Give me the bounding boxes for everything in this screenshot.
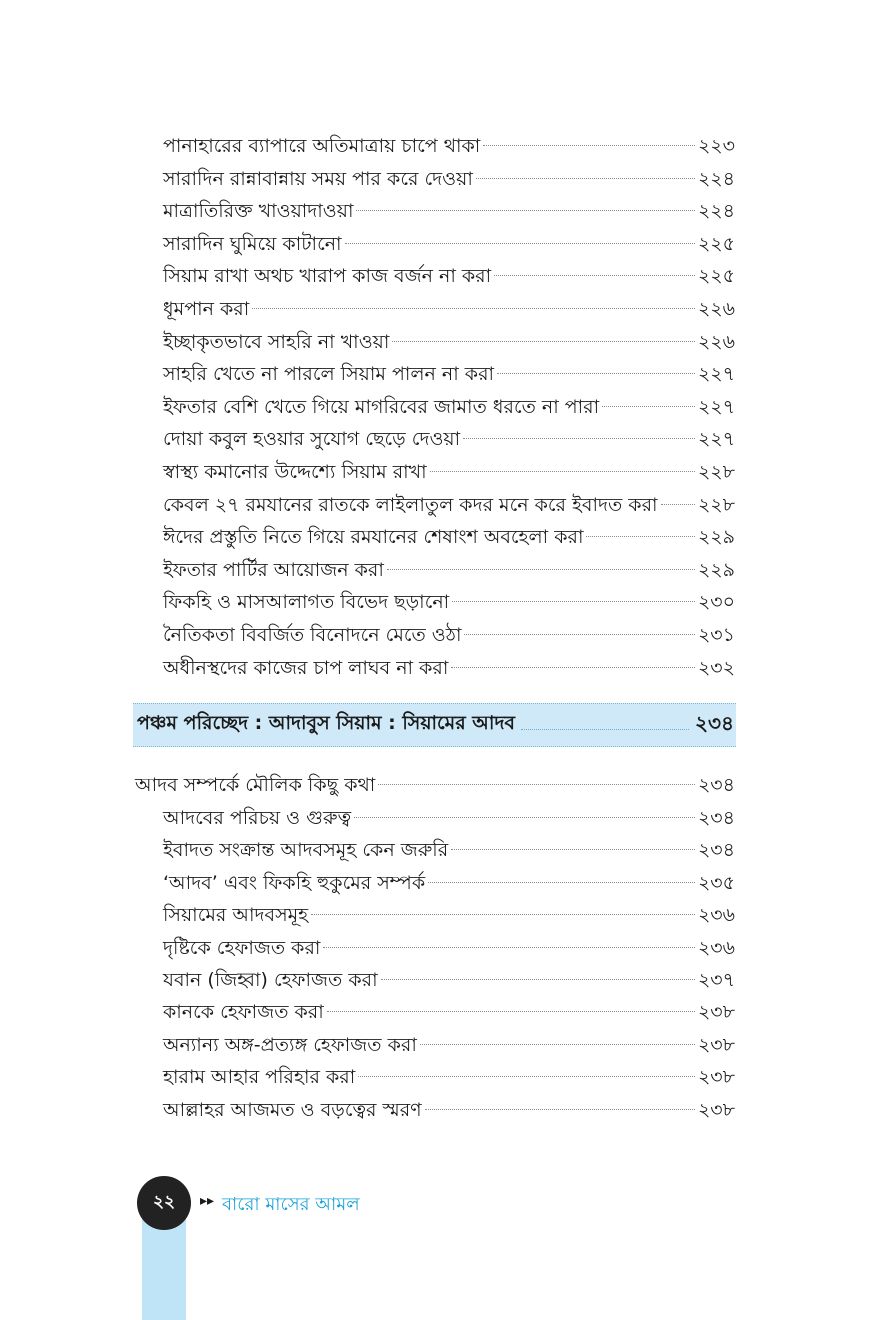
- dot-leader: [428, 882, 695, 883]
- toc-entry-page: ২২৭: [697, 428, 735, 451]
- dot-leader: [497, 373, 695, 374]
- toc-entry-label: আল্লাহর আজমত ও বড়ত্বের স্মরণ: [163, 1098, 422, 1121]
- toc-entry-label: ফিকহি ও মাসআলাগত বিভেদ ছড়ানো: [163, 591, 450, 614]
- dot-leader: [345, 243, 695, 244]
- dot-leader: [392, 341, 695, 342]
- toc-entry-page: ২২৫: [697, 232, 735, 255]
- toc-entry[interactable]: [163, 997, 735, 1027]
- dot-leader: [494, 275, 695, 276]
- toc-entry[interactable]: [163, 164, 735, 194]
- dot-leader: [327, 1011, 695, 1012]
- toc-entry-page: ২২৪: [697, 200, 735, 223]
- toc-entry-page: ২৩৮: [697, 1033, 735, 1056]
- toc-entry-page: ২৩০: [697, 591, 735, 614]
- toc-entry-label: হারাম আহার পরিহার করা: [163, 1066, 356, 1089]
- toc-entry-page: ২৩১: [697, 624, 735, 646]
- toc-entry[interactable]: [163, 803, 735, 833]
- toc-entry-label: সিয়ামের আদবসমূহ: [163, 904, 309, 927]
- toc-entry-label: ইচ্ছাকৃতভাবে সাহরি না খাওয়া: [163, 330, 390, 353]
- dot-leader: [586, 536, 694, 537]
- dot-leader: [463, 438, 695, 439]
- dot-leader: [354, 817, 695, 818]
- toc-entry-label: অন্যান্য অঙ্গ-প্রত্যঙ্গ হেফাজত করা: [163, 1033, 417, 1056]
- toc-entry[interactable]: [163, 555, 735, 585]
- dot-leader: [356, 210, 694, 211]
- toc-entry-label: মাত্রাতিরিক্ত খাওয়াদাওয়া: [163, 200, 354, 223]
- dot-leader: [476, 178, 695, 179]
- dot-leader: [483, 145, 695, 146]
- toc-entry-label: ‘আদব’ এবং ফিকহি হুকুমের সম্পর্ক: [163, 871, 426, 894]
- toc-entry[interactable]: [163, 490, 735, 520]
- toc-entry-label: সারাদিন রান্নাবান্নায় সময় পার করে দেওয়া: [163, 167, 473, 190]
- dot-leader: [425, 1109, 695, 1110]
- dot-leader: [661, 504, 695, 505]
- toc-entry[interactable]: [163, 196, 735, 226]
- toc-section-entry[interactable]: [135, 770, 735, 800]
- toc-entry-label: কানকে হেফাজত করা: [163, 1001, 324, 1024]
- toc-entry-label: অধীনস্থদের কাজের চাপ লাঘব না করা: [163, 656, 449, 679]
- toc-entry[interactable]: [163, 933, 735, 963]
- toc-entry-page: ২২৭: [697, 363, 735, 386]
- toc-entry-page: ২২৬: [697, 298, 735, 320]
- dot-leader: [452, 601, 695, 602]
- dot-leader: [387, 569, 695, 570]
- toc-entry[interactable]: [163, 131, 735, 161]
- toc-entry[interactable]: [163, 424, 735, 454]
- toc-entry-label: যবান (জিহ্বা) হেফাজত করা: [163, 969, 378, 991]
- toc-entry[interactable]: [163, 1095, 735, 1125]
- chapter-page-number: ২৩৪: [695, 710, 734, 735]
- toc-entry-label: ধূমপান করা: [163, 298, 250, 320]
- toc-entry-label: আদবের পরিচয় ও গুরুত্ব: [163, 807, 352, 829]
- dot-leader: [358, 1076, 695, 1077]
- toc-entry-page: ২২৫: [697, 265, 735, 288]
- page-number: ২২: [152, 1192, 176, 1212]
- toc-entry-page: ২৩৪: [697, 774, 735, 796]
- toc-entry-page: ২৩৭: [697, 969, 735, 991]
- toc-entry-page: ২২৪: [697, 167, 735, 190]
- toc-entry-label: দোয়া কবুল হওয়ার সুযোগ ছেড়ে দেওয়া: [163, 428, 461, 451]
- toc-entry-page: ২২৩: [697, 135, 735, 157]
- toc-entry[interactable]: [163, 653, 735, 683]
- double-chevron-right-icon: ▸▸: [200, 1193, 215, 1209]
- dot-leader: [323, 947, 695, 948]
- dot-leader: [252, 308, 695, 309]
- toc-entry[interactable]: [163, 900, 735, 930]
- chapter-heading[interactable]: [133, 703, 736, 747]
- dot-leader: [311, 914, 695, 915]
- toc-entry-label: আদব সম্পর্কে মৌলিক কিছু কথা: [135, 774, 376, 796]
- dot-leader: [430, 471, 695, 472]
- toc-entry[interactable]: [163, 587, 735, 617]
- toc-entry-label: স্বাস্থ্য কমানোর উদ্দেশ্যে সিয়াম রাখা: [163, 461, 427, 483]
- toc-entry-page: ২৩৮: [697, 1001, 735, 1024]
- toc-entry[interactable]: [163, 620, 735, 650]
- toc-entry-page: ২৩৪: [697, 807, 735, 829]
- toc-entry-label: পানাহারের ব্যাপারে অতিমাত্রায় চাপে থাকা: [163, 135, 481, 157]
- toc-entry-label: ইফতার বেশি খেতে গিয়ে মাগরিবের জামাত ধরতে না পারা: [163, 395, 600, 418]
- toc-entry-page: ২৩৬: [697, 904, 735, 927]
- toc-entry[interactable]: [163, 1030, 735, 1060]
- dot-leader: [420, 1044, 695, 1045]
- toc-entry[interactable]: [163, 327, 735, 357]
- page-number-badge: [137, 1176, 191, 1230]
- toc-entry-label: ঈদের প্রস্তুতি নিতে গিয়ে রমযানের শেষাংশ অবহেলা করা: [163, 526, 584, 549]
- toc-entry[interactable]: [163, 261, 735, 291]
- toc-entry[interactable]: [163, 1062, 735, 1092]
- dot-leader: [451, 849, 695, 850]
- toc-entry-page: ২২৮: [697, 461, 735, 483]
- toc-entry-label: ইফতার পার্টির আয়োজন করা: [163, 558, 384, 581]
- toc-entry[interactable]: [163, 868, 735, 898]
- toc-entry[interactable]: [163, 392, 735, 422]
- toc-entry-page: ২৩৫: [697, 871, 735, 894]
- book-title: বারো মাসের আমল: [222, 1194, 360, 1215]
- toc-entry-page: ২২৭: [697, 395, 735, 418]
- toc-entry[interactable]: [163, 229, 735, 259]
- toc-entry-label: সিয়াম রাখা অথচ খারাপ কাজ বর্জন না করা: [163, 265, 492, 288]
- toc-entry[interactable]: [163, 359, 735, 389]
- toc-entry-label: সাহরি খেতে না পারলে সিয়াম পালন না করা: [163, 363, 495, 386]
- toc-entry[interactable]: [163, 457, 735, 487]
- toc-entry[interactable]: [163, 294, 735, 324]
- toc-entry-page: ২২৯: [697, 526, 735, 549]
- toc-entry-label: কেবল ২৭ রমযানের রাতকে লাইলাতুল কদর মনে করে ইবাদত করা: [163, 493, 658, 516]
- dot-leader: [464, 634, 694, 635]
- toc-entry-label: ইবাদত সংক্রান্ত আদবসমূহ কেন জরুরি: [163, 839, 449, 862]
- toc-entry-page: ২২৬: [697, 330, 735, 353]
- toc-entry-label: সারাদিন ঘুমিয়ে কাটানো: [163, 232, 342, 255]
- dot-leader: [378, 784, 695, 785]
- toc-entry-page: ২৩৬: [697, 936, 735, 959]
- dot-leader: [602, 406, 695, 407]
- toc-entry-label: নৈতিকতা বিবর্জিত বিনোদনে মেতে ওঠা: [163, 624, 462, 646]
- dot-leader: [521, 729, 689, 730]
- chapter-title: পঞ্চম পরিচ্ছেদ : আদাবুস সিয়াম : সিয়ামের আদব: [137, 712, 516, 734]
- toc-entry-page: ২৩২: [697, 656, 735, 679]
- toc-entry-page: ২২৮: [697, 493, 735, 516]
- toc-entry[interactable]: [163, 835, 735, 865]
- toc-entry[interactable]: [163, 965, 735, 995]
- toc-entry[interactable]: [163, 522, 735, 552]
- toc-entry-page: ২৩৮: [697, 1066, 735, 1089]
- dot-leader: [381, 979, 695, 980]
- toc-entry-label: দৃষ্টিকে হেফাজত করা: [163, 936, 321, 959]
- dot-leader: [451, 667, 695, 668]
- toc-entry-page: ২৩৮: [697, 1098, 735, 1121]
- toc-entry-page: ২৩৪: [697, 839, 735, 862]
- toc-entry-page: ২২৯: [697, 558, 735, 581]
